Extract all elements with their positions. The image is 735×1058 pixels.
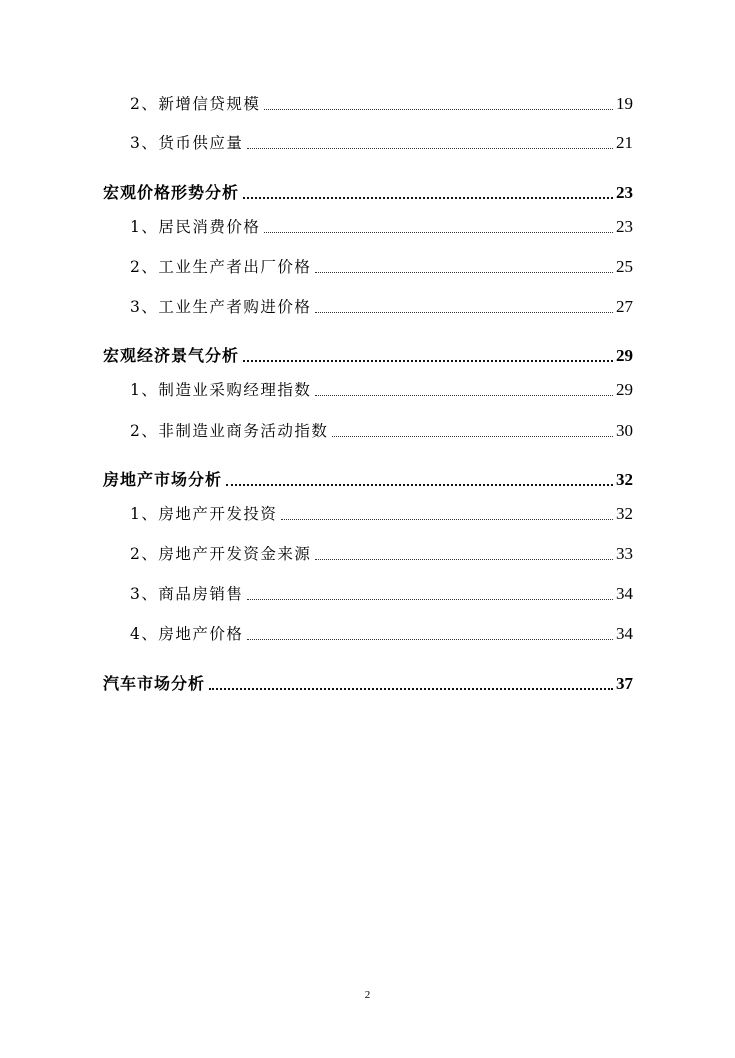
toc-entry-label: 4、房地产价格: [130, 625, 244, 643]
dot-leader: [315, 271, 613, 273]
dot-leader: [243, 196, 613, 199]
toc-entry-page: 25: [616, 257, 633, 276]
toc-chapter[interactable]: [103, 343, 633, 367]
toc-entry-page: 30: [616, 421, 633, 440]
toc-entry[interactable]: [130, 378, 633, 402]
dot-leader: [209, 687, 613, 690]
toc-chapter-label: 汽车市场分析: [103, 674, 206, 693]
toc-chapter[interactable]: [103, 467, 633, 491]
toc-entry[interactable]: [130, 295, 633, 319]
toc-entry-label: 3、商品房销售: [130, 585, 244, 603]
toc-entry-label: 1、居民消费价格: [130, 218, 261, 236]
toc-entry[interactable]: [130, 582, 633, 606]
toc-entry-label: 1、房地产开发投资: [130, 505, 278, 523]
toc-entry-label: 2、非制造业商务活动指数: [130, 422, 329, 440]
dot-leader: [247, 638, 613, 640]
toc-entry-page: 21: [616, 133, 633, 152]
dot-leader: [247, 147, 613, 149]
toc-entry-page: 34: [616, 624, 633, 643]
dot-leader: [247, 598, 613, 600]
toc-chapter-page: 32: [616, 470, 633, 489]
toc-entry-page: 32: [616, 504, 633, 523]
dot-leader: [226, 483, 613, 486]
toc-entry-label: 3、货币供应量: [130, 134, 244, 152]
dot-leader: [315, 394, 613, 396]
toc-entry-page: 27: [616, 297, 633, 316]
toc-entry[interactable]: [130, 255, 633, 279]
toc-entry[interactable]: [130, 542, 633, 566]
toc-entry-page: 34: [616, 584, 633, 603]
dot-leader: [264, 108, 613, 110]
toc-chapter-label: 房地产市场分析: [103, 470, 223, 489]
toc-entry-label: 3、工业生产者购进价格: [130, 298, 312, 316]
toc-entry-page: 19: [616, 94, 633, 113]
toc-entry-page: 29: [616, 380, 633, 399]
toc-entry-page: 23: [616, 217, 633, 236]
toc-chapter-label: 宏观价格形势分析: [103, 183, 240, 202]
toc-chapter-page: 29: [616, 346, 633, 365]
dot-leader: [243, 359, 613, 362]
toc-entry[interactable]: [130, 92, 633, 116]
toc-entry-label: 2、工业生产者出厂价格: [130, 258, 312, 276]
toc-entry[interactable]: [130, 131, 633, 155]
dot-leader: [264, 231, 613, 233]
toc-chapter-page: 23: [616, 183, 633, 202]
toc-entry-label: 2、新增信贷规模: [130, 95, 261, 113]
toc-chapter[interactable]: [103, 671, 633, 695]
toc-entry-page: 33: [616, 544, 633, 563]
toc-entry[interactable]: [130, 419, 633, 443]
page-number: 2: [364, 989, 371, 1001]
dot-leader: [315, 558, 613, 560]
toc-chapter-page: 37: [616, 674, 633, 693]
dot-leader: [281, 518, 613, 520]
toc-entry-label: 1、制造业采购经理指数: [130, 381, 312, 399]
dot-leader: [315, 311, 613, 313]
toc-chapter-label: 宏观经济景气分析: [103, 346, 240, 365]
toc-entry[interactable]: [130, 215, 633, 239]
toc-entry[interactable]: [130, 622, 633, 646]
dot-leader: [332, 435, 613, 437]
toc-entry[interactable]: [130, 502, 633, 526]
toc-chapter[interactable]: [103, 180, 633, 204]
toc-entry-label: 2、房地产开发资金来源: [130, 545, 312, 563]
